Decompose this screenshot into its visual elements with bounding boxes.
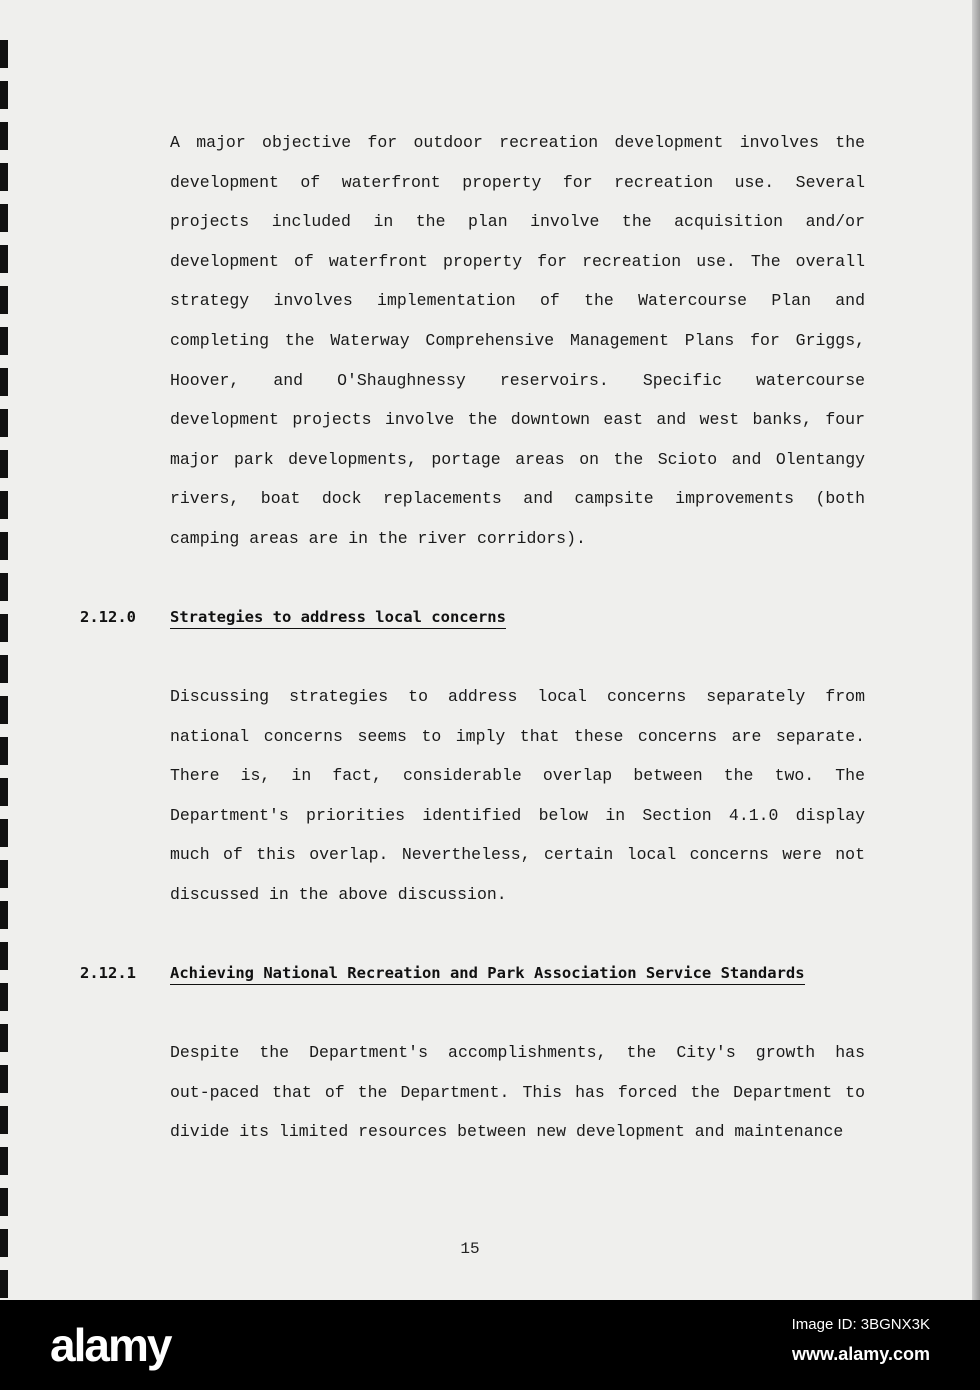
- binding-hole: [0, 1147, 8, 1175]
- watermark-footer: [0, 1300, 980, 1390]
- text-line: Department's priorities identified below in Section 4.1.0 display: [170, 805, 865, 825]
- binding-hole: [0, 778, 8, 806]
- paragraph-service-standards: [170, 1043, 865, 1162]
- binding-hole: [0, 1065, 8, 1093]
- binding-hole: [0, 860, 8, 888]
- binding-hole: [0, 327, 8, 355]
- text-line: There is, in fact, considerable overlap between the two. The: [170, 766, 865, 786]
- text-line: development of waterfront property for recreation use. The overall: [170, 251, 865, 271]
- section-title: Strategies to address local concerns: [170, 608, 506, 629]
- binding-hole: [0, 696, 8, 724]
- text-line: national concerns seems to imply that these concerns are separate.: [170, 726, 865, 746]
- binding-hole: [0, 122, 8, 150]
- text-line: Hoover, and O'Shaughnessy reservoirs. Specific watercourse: [170, 370, 865, 390]
- binding-hole: [0, 737, 8, 765]
- binding-hole: [0, 1270, 8, 1298]
- binding-hole: [0, 163, 8, 191]
- binding-hole: [0, 573, 8, 601]
- text-line: Discussing strategies to address local concerns separately from: [170, 687, 865, 706]
- binding-hole: [0, 81, 8, 109]
- page-edge: [972, 0, 980, 1300]
- site-url: www.alamy.com: [791, 1344, 930, 1364]
- text-line: camping areas are in the river corridors).: [170, 528, 586, 548]
- text-line: completing the Waterway Comprehensive Management Plans for Griggs,: [170, 330, 865, 350]
- text-line: divide its limited resources between new development and maintenance: [170, 1122, 844, 1142]
- text-line: Despite the Department's accomplishments, the City's growth has: [170, 1043, 865, 1062]
- binding-hole: [0, 245, 8, 273]
- image-id: Image ID: 3BGNX3K: [791, 1316, 930, 1333]
- binding-hole: [0, 983, 8, 1011]
- text-line: development of waterfront property for recreation use. Several: [170, 172, 865, 192]
- binding-hole: [0, 368, 8, 396]
- text-line: discussed in the above discussion.: [170, 884, 507, 904]
- binding-hole: [0, 655, 8, 683]
- section-title: Achieving National Recreation and Park Association Service Standards: [170, 964, 805, 985]
- binding-hole: [0, 1024, 8, 1052]
- section-number: 2.12.0: [80, 608, 136, 626]
- section-number: 2.12.1: [80, 964, 136, 982]
- binding-hole: [0, 40, 8, 68]
- text-line: projects included in the plan involve the acquisition and/or: [170, 212, 865, 232]
- binding-hole: [0, 819, 8, 847]
- binding-hole: [0, 1106, 8, 1134]
- paragraph-local-concerns: [170, 687, 865, 925]
- text-line: major park developments, portage areas on the Scioto and Olentangy: [170, 449, 865, 469]
- binding-hole: [0, 532, 8, 560]
- alamy-logo: alamy: [50, 1319, 171, 1371]
- text-line: strategy involves implementation of the Watercourse Plan and: [170, 291, 865, 311]
- binding-hole: [0, 901, 8, 929]
- binding-hole: [0, 942, 8, 970]
- binding-hole: [0, 1188, 8, 1216]
- text-line: development projects involve the downtown east and west banks, four: [170, 410, 865, 430]
- text-line: A major objective for outdoor recreation development involves the: [170, 133, 865, 152]
- page-number: 15: [460, 1240, 480, 1258]
- text-line: much of this overlap. Nevertheless, certain local concerns were not: [170, 845, 865, 865]
- binding-hole: [0, 409, 8, 437]
- binding-hole: [0, 614, 8, 642]
- binding-hole: [0, 204, 8, 232]
- binding-hole: [0, 450, 8, 478]
- text-line: out-paced that of the Department. This has forced the Department to: [170, 1082, 865, 1102]
- binding-hole: [0, 491, 8, 519]
- text-line: rivers, boat dock replacements and campsite improvements (both: [170, 489, 865, 509]
- binding-hole: [0, 286, 8, 314]
- paragraph-waterfront: [170, 133, 865, 569]
